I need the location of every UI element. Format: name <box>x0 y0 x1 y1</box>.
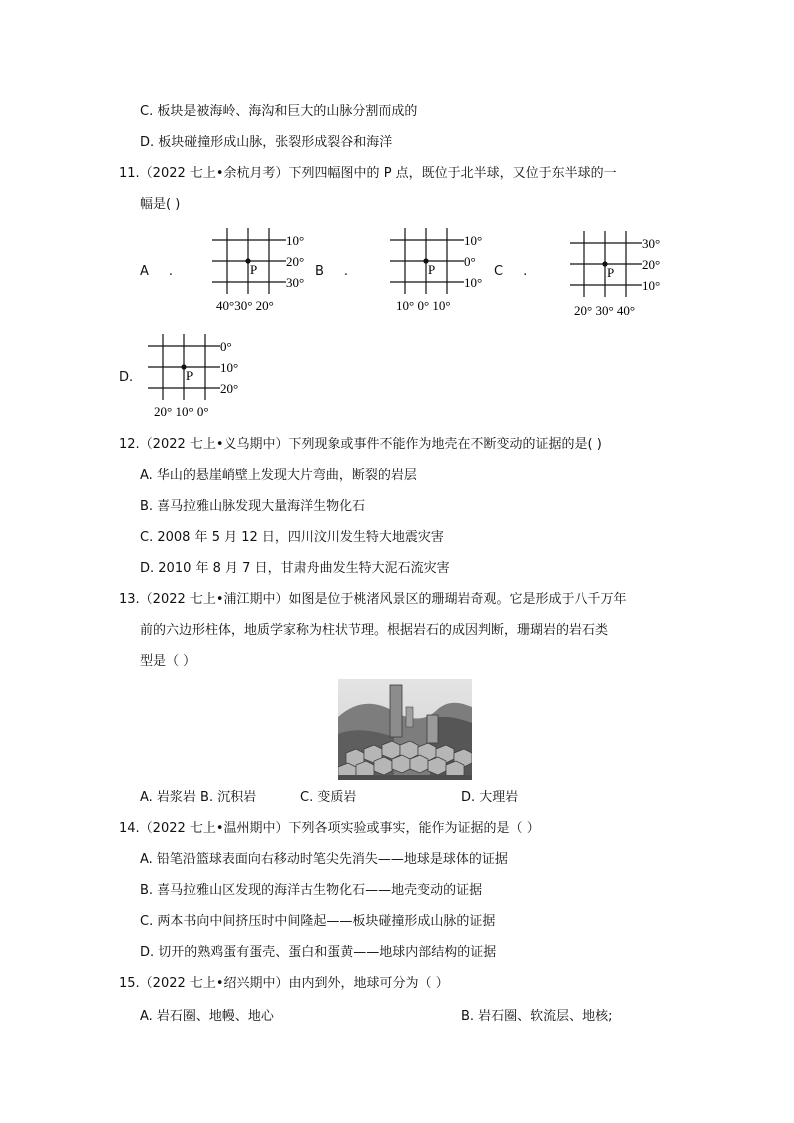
q11-stem-line1: 11.（2022 七上•余杭月考）下列四幅图中的 P 点，既位于北半球，又位于东半球的一 <box>119 166 617 181</box>
q11-option-a-label: A . <box>140 264 174 279</box>
q14-stem: 14.（2022 七上•温州期中）下列各项实验或事实，能作为证据的是（ ） <box>119 821 540 836</box>
svg-text:10° 0° 10°: 10° 0° 10° <box>396 298 451 313</box>
q11-option-d-label: D. <box>119 370 134 385</box>
svg-text:10°: 10° <box>464 233 483 248</box>
q14-option-a: A. 铅笔沿篮球表面向右移动时笔尖先消失——地球是球体的证据 <box>140 852 508 867</box>
svg-text:20°: 20° <box>220 381 239 396</box>
svg-text:10°: 10° <box>286 233 305 248</box>
q11-grid-c <box>570 231 670 319</box>
q11-grid-a <box>212 228 312 316</box>
svg-text:10°: 10° <box>220 360 239 375</box>
q14-option-b: B. 喜马拉雅山区发现的海洋古生物化石——地壳变动的证据 <box>140 883 483 898</box>
coral-rock-photo <box>338 679 472 780</box>
svg-text:30°: 30° <box>642 236 661 251</box>
svg-text:20° 10° 0°: 20° 10° 0° <box>154 404 209 419</box>
q10-option-c: C. 板块是被海岭、海沟和巨大的山脉分割而成的 <box>140 104 418 119</box>
q11-option-c-label: C . <box>494 264 528 279</box>
grid-point-label: P <box>428 262 436 277</box>
q12-option-a: A. 华山的悬崖峭壁上发现大片弯曲，断裂的岩层 <box>140 468 417 483</box>
svg-text:40°30° 20°: 40°30° 20° <box>216 298 274 313</box>
q15-option-a: A. 岩石圈、地幔、地心 <box>140 1009 274 1024</box>
svg-text:20°: 20° <box>642 257 661 272</box>
svg-text:20° 30° 40°: 20° 30° 40° <box>574 303 636 318</box>
q14-option-c: C. 两本书向中间挤压时中间隆起——板块碰撞形成山脉的证据 <box>140 914 496 929</box>
q11-option-b-label: B . <box>315 264 349 279</box>
q14-option-d: D. 切开的熟鸡蛋有蛋壳、蛋白和蛋黄——地球内部结构的证据 <box>140 945 497 960</box>
q11-grid-d <box>148 334 248 422</box>
q13-option-d: D. 大理岩 <box>461 790 519 805</box>
q13-stem-line2: 前的六边形柱体，地质学家称为柱状节理。根据岩石的成因判断，珊瑚岩的岩石类 <box>140 623 609 638</box>
svg-text:10°: 10° <box>642 278 661 293</box>
grid-point-label: P <box>250 262 258 277</box>
grid-point-label: P <box>186 368 194 383</box>
q11-grid-b <box>390 228 490 316</box>
q12-option-c: C. 2008 年 5 月 12 日，四川汶川发生特大地震灾害 <box>140 530 444 545</box>
svg-text:10°: 10° <box>464 275 483 290</box>
svg-text:20°: 20° <box>286 254 305 269</box>
svg-text:30°: 30° <box>286 275 305 290</box>
q15-option-b: B. 岩石圈、软流层、地核; <box>461 1009 613 1024</box>
q12-stem: 12.（2022 七上•义乌期中）下列现象或事件不能作为地壳在不断变动的证据的是( ) <box>119 437 602 452</box>
q12-option-d: D. 2010 年 8 月 7 日，甘肃舟曲发生特大泥石流灾害 <box>140 561 450 576</box>
q12-option-b: B. 喜马拉雅山脉发现大量海洋生物化石 <box>140 499 366 514</box>
q13-option-c: C. 变质岩 <box>300 790 357 805</box>
q13-option-ab: A. 岩浆岩 B. 沉积岩 <box>140 790 257 805</box>
q10-option-d: D. 板块碰撞形成山脉，张裂形成裂谷和海洋 <box>140 135 393 150</box>
q15-stem: 15.（2022 七上•绍兴期中）由内到外，地球可分为（ ） <box>119 976 449 991</box>
q13-stem-line1: 13.（2022 七上•浦江期中）如图是位于桃渚风景区的珊瑚岩奇观。它是形成于八千万年 <box>119 592 627 607</box>
q13-stem-line3: 型是（ ） <box>140 654 197 669</box>
svg-text:0°: 0° <box>464 254 476 269</box>
svg-text:0°: 0° <box>220 339 232 354</box>
grid-point-label: P <box>607 265 615 280</box>
q11-stem-line2: 幅是( ) <box>140 197 181 212</box>
